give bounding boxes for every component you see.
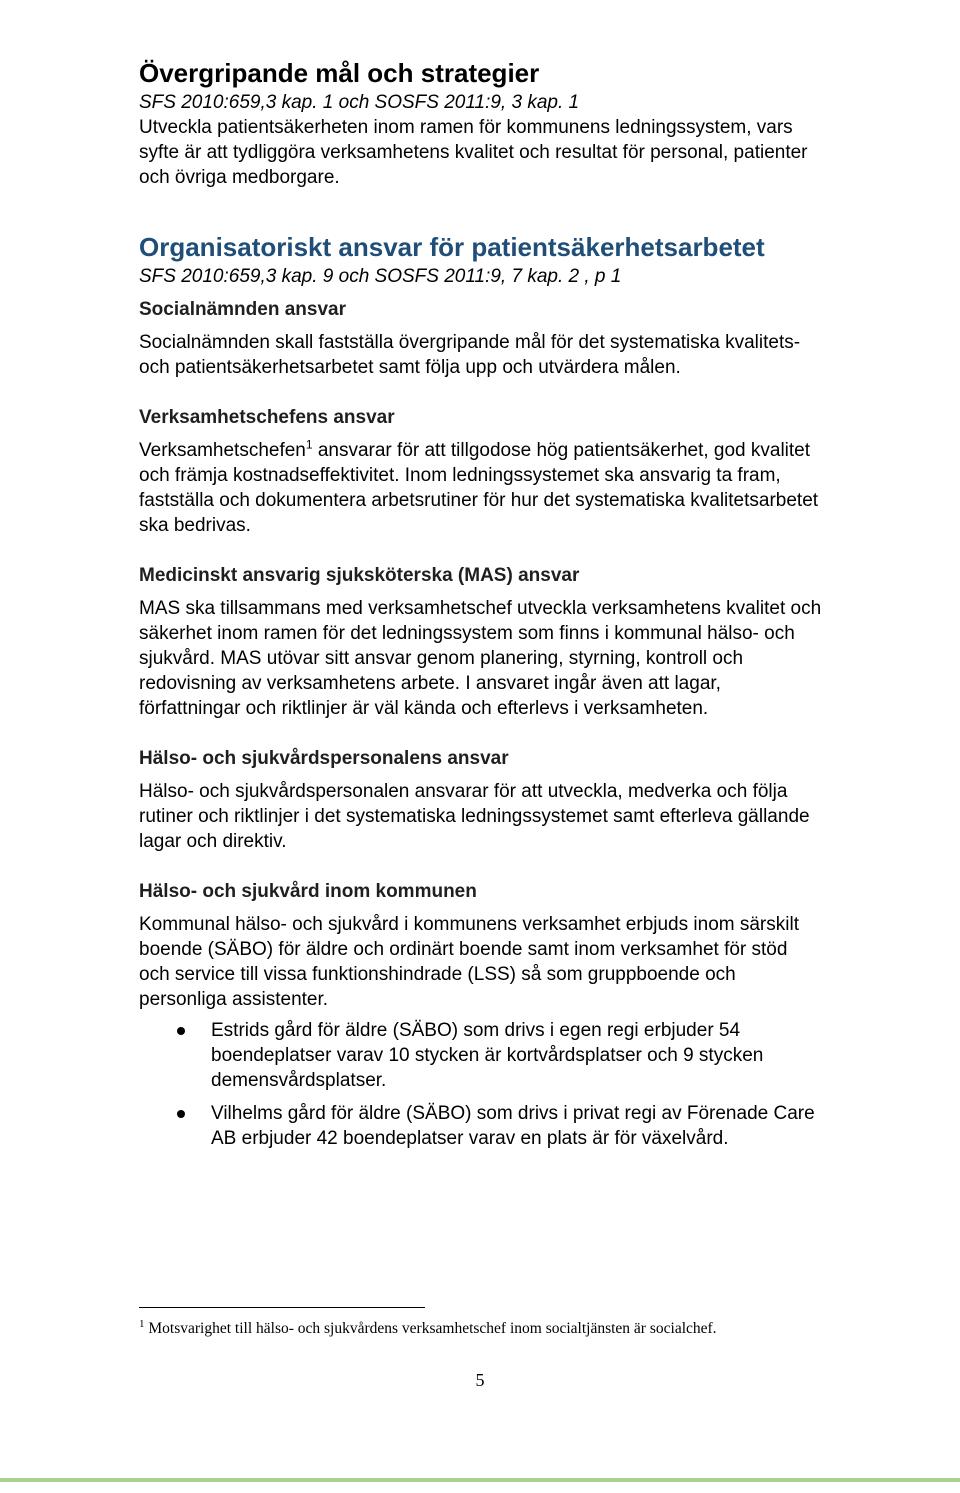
list-item: Estrids gård för äldre (SÄBO) som drivs i egen regi erbjuder 54 boendeplatser varav 10 stycken är kortvårdsplatser och 9 stycken demensvårdsplatser. (139, 1018, 823, 1093)
paragraph-verksamhetschef (139, 438, 823, 538)
subheading-socialnamnden: Socialnämnden ansvar (139, 299, 346, 320)
subheading-personal: Hälso- och sjukvårdspersonalens ansvar (139, 748, 509, 769)
subheading-kommunen: Hälso- och sjukvård inom kommunen (139, 881, 477, 902)
list-item: Vilhelms gård för äldre (SÄBO) som drivs i privat regi av Förenade Care AB erbjuder 42 boendeplatser varav en plats är för växelvård. (139, 1101, 823, 1151)
paragraph-kommunen: Kommunal hälso- och sjukvård i kommunens verksamhet erbjuds inom särskilt boende (SÄBO) för äldre och ordinärt boende samt inom verksamhet för stöd och service till vissa funktionshindrade (LSS) så som gruppboende och personliga assistenter. (139, 914, 799, 1010)
section-title-organisatoriskt: Organisatoriskt ansvar för patientsäkerhetsarbetet (139, 232, 765, 262)
footnote-reference[interactable]: 1 (305, 437, 313, 452)
footnote-text: Motsvarighet till hälso- och sjukvårdens verksamhetschef inom socialtjänsten är socialchef. (144, 1320, 717, 1337)
law-reference: SFS 2010:659,3 kap. 9 och SOSFS 2011:9, 7 kap. 2 , p 1 (139, 266, 622, 287)
paragraph-mas: MAS ska tillsammans med verksamhetschef utveckla verksamhetens kvalitet och säkerhet inom ramen för det ledningssystem som finns i kommunal hälso- och sjukvård. MAS utövar sitt ansvar genom planering, styrning, kontroll och redovisning av verksamhetens arbete. I ansvaret ingår även att lagar, författningar och riktlinjer är väl kända och efterlevs i verksamheten. (139, 598, 822, 719)
verksamhetschef-lead: Verksamhetschefen (139, 440, 306, 461)
law-reference: SFS 2010:659,3 kap. 1 och SOSFS 2011:9, 3 kap. 1 (139, 92, 580, 113)
subheading-verksamhetschef: Verksamhetschefens ansvar (139, 407, 395, 428)
section-title-overgripande: Övergripande mål och strategier (139, 58, 540, 88)
bullet-icon (177, 1027, 185, 1035)
footnote-separator (139, 1307, 425, 1308)
verksamhetschef-text: ansvarar för att tillgodose hög patientsäkerhet, god kvalitet och främja kostnadseffektivitet. Inom ledningssystemet ska ansvarig ta fram, fastställa och dokumentera arbetsrutiner för hur det systematiska kvalitetsarbetet ska bedrivas. (139, 440, 819, 536)
paragraph-personal: Hälso- och sjukvårdspersonalen ansvarar för att utveckla, medverka och följa rutiner och riktlinjer i det systematiska ledningssystemet samt efterleva gällande lagar och direktiv. (139, 781, 810, 852)
footnote (139, 1319, 839, 1339)
document-page (139, 56, 823, 1159)
paragraph-socialnamnden: Socialnämnden skall fastställa övergripande mål för det systematiska kvalitets- och patientsäkerhetsarbetet samt följa upp och utvärdera målen. (139, 332, 801, 378)
subheading-mas: Medicinskt ansvarig sjuksköterska (MAS) ansvar (139, 565, 580, 586)
bullet-icon (177, 1110, 185, 1118)
footer-rule (0, 1478, 960, 1482)
page-number: 5 (475, 1370, 485, 1390)
footnote-mark: 1 (139, 1317, 145, 1330)
paragraph-overgripande: Utveckla patientsäkerheten inom ramen för kommunens ledningssystem, vars syfte är att tydliggöra verksamhetens kvalitet och resultat för personal, patienter och övriga medborgare. (139, 117, 808, 188)
boende-list (139, 1018, 823, 1151)
